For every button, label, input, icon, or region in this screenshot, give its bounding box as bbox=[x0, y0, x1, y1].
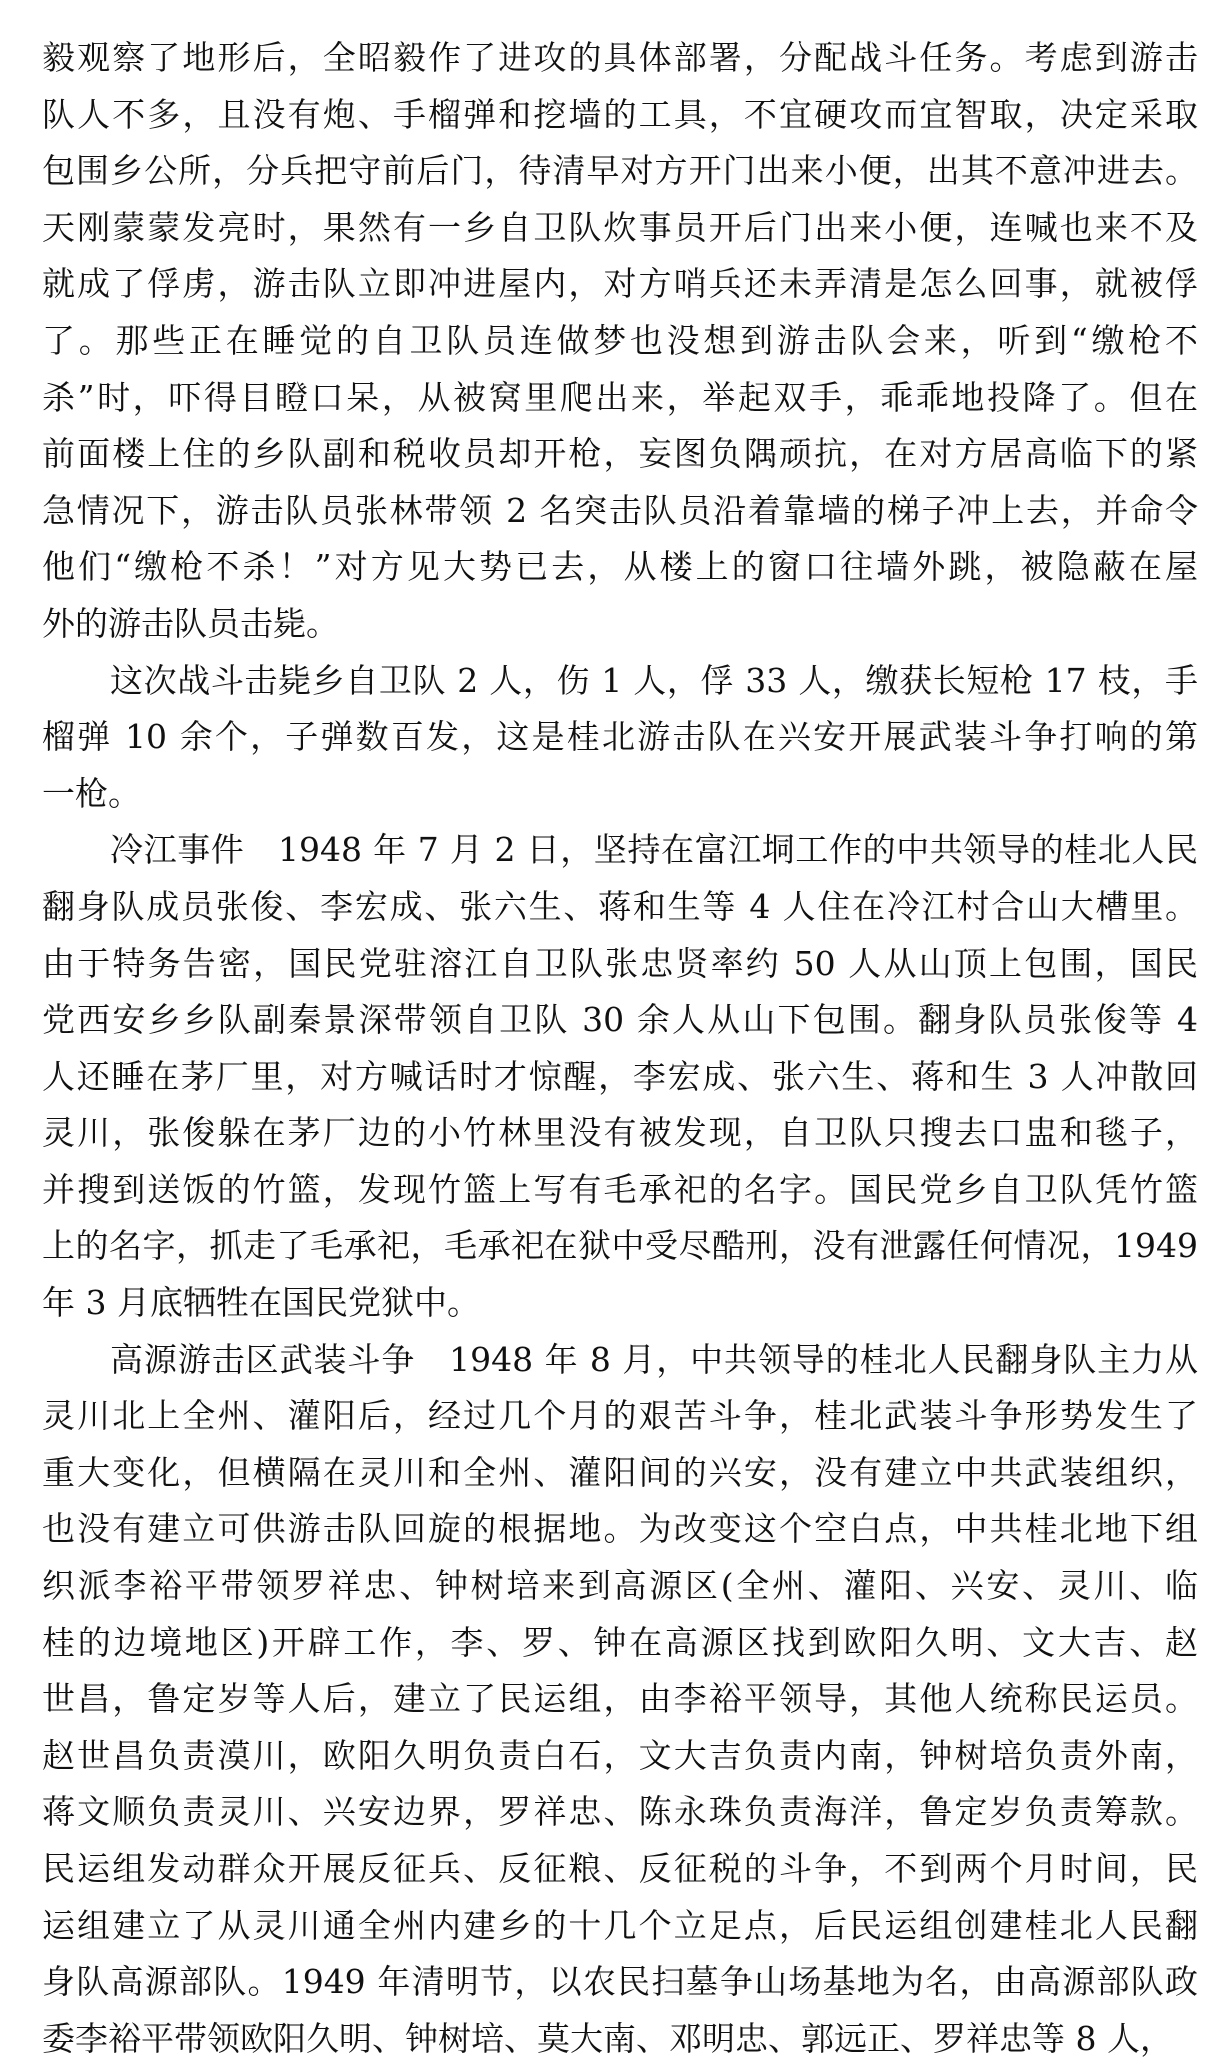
text-line: 灵川，张俊躲在茅厂边的小竹林里没有被发现，自卫队只搜去口盅和毯子， bbox=[42, 1113, 1198, 1153]
text-line: 包围乡公所，分兵把守前后门，待清早对方开门出来小便，出其不意冲进去。 bbox=[42, 151, 1198, 191]
text-line: 运组建立了从灵川通全州内建乡的十几个立足点，后民运组创建桂北人民翻 bbox=[42, 1905, 1198, 1945]
text-line: 杀”时，吓得目瞪口呆，从被窝里爬出来，举起双手，乖乖地投降了。但在 bbox=[42, 377, 1198, 417]
text-line: 并搜到送饭的竹篮，发现竹篮上写有毛承祀的名字。国民党乡自卫队凭竹篮 bbox=[42, 1169, 1198, 1209]
text-line: 灵川北上全州、灌阳后，经过几个月的艰苦斗争，桂北武装斗争形势发生了 bbox=[42, 1396, 1198, 1436]
text-line: 桂的边境地区)开辟工作，李、罗、钟在高源区找到欧阳久明、文大吉、赵 bbox=[42, 1622, 1198, 1662]
text-line: 委李裕平带领欧阳久明、钟树培、莫大南、邓明忠、郭远正、罗祥忠等 8 人， bbox=[42, 2018, 1173, 2058]
paragraph bbox=[42, 30, 1198, 653]
text-line: 蒋文顺负责灵川、兴安边界，罗祥忠、陈永珠负责海洋，鲁定岁负责筹款。 bbox=[42, 1792, 1198, 1832]
text-line: 毅观察了地形后，全昭毅作了进攻的具体部署，分配战斗任务。考虑到游击 bbox=[42, 38, 1198, 77]
text-line: 由于特务告密，国民党驻溶江自卫队张忠贤率约 50 人从山顶上包围，国民 bbox=[42, 943, 1198, 983]
text-line: 队人不多，且没有炮、手榴弹和挖墙的工具，不宜硬攻而宜智取，决定采取 bbox=[42, 94, 1198, 134]
text-line: 人还睡在茅厂里，对方喊话时才惊醒，李宏成、张六生、蒋和生 3 人冲散回 bbox=[42, 1056, 1198, 1096]
text-line: 了。那些正在睡觉的自卫队员连做梦也没想到游击队会来，听到“缴枪不 bbox=[42, 320, 1198, 360]
text-line: 上的名字，抓走了毛承祀，毛承祀在狱中受尽酷刑，没有泄露任何情况，1949 bbox=[42, 1226, 1198, 1266]
text-line: 织派李裕平带领罗祥忠、钟树培来到高源区(全州、灌阳、兴安、灵川、临 bbox=[42, 1566, 1198, 1606]
text-line: 冷江事件 1948 年 7 月 2 日，坚持在富江垌工作的中共领导的桂北人民 bbox=[110, 830, 1198, 870]
text-line: 也没有建立可供游击队回旋的根据地。为改变这个空白点，中共桂北地下组 bbox=[42, 1509, 1198, 1549]
text-line: 党西安乡乡队副秦景深带领自卫队 30 余人从山下包围。翻身队员张俊等 4 bbox=[42, 1000, 1198, 1040]
text-line: 身队高源部队。1949 年清明节，以农民扫墓争山场基地为名，由高源部队政 bbox=[42, 1962, 1198, 2002]
text-line: 前面楼上住的乡队副和税收员却开枪，妄图负隅顽抗，在对方居高临下的紧 bbox=[42, 434, 1198, 474]
paragraph bbox=[42, 822, 1198, 1331]
text-line: 年 3 月底牺牲在国民党狱中。 bbox=[42, 1283, 480, 1323]
text-line: 这次战斗击毙乡自卫队 2 人，伤 1 人，俘 33 人，缴获长短枪 17 枝，手 bbox=[110, 660, 1198, 700]
text-line: 就成了俘虏，游击队立即冲进屋内，对方哨兵还未弄清是怎么回事，就被俘 bbox=[42, 264, 1198, 304]
text-line: 急情况下，游击队员张林带领 2 名突击队员沿着靠墙的梯子冲上去，并命令 bbox=[42, 490, 1198, 530]
text-line: 高源游击区武装斗争 1948 年 8 月，中共领导的桂北人民翻身队主力从 bbox=[110, 1339, 1198, 1379]
text-line: 榴弹 10 余个，子弹数百发，这是桂北游击队在兴安开展武装斗争打响的第 bbox=[42, 717, 1198, 757]
text-line: 赵世昌负责漠川，欧阳久明负责白石，文大吉负责内南，钟树培负责外南， bbox=[42, 1735, 1198, 1775]
text-line: 世昌，鲁定岁等人后，建立了民运组，由李裕平领导，其他人统称民运员。 bbox=[42, 1679, 1198, 1719]
text-line: 外的游击队员击毙。 bbox=[42, 603, 339, 643]
paragraph bbox=[42, 1332, 1198, 2067]
text-line: 民运组发动群众开展反征兵、反征粮、反征税的斗争，不到两个月时间，民 bbox=[42, 1849, 1198, 1888]
text-line: 翻身队成员张俊、李宏成、张六生、蒋和生等 4 人住在冷江村合山大槽里。 bbox=[42, 886, 1198, 926]
text-line: 天刚蒙蒙发亮时，果然有一乡自卫队炊事员开后门出来小便，连喊也来不及 bbox=[42, 207, 1198, 247]
text-line: 他们“缴枪不杀！”对方见大势已去，从楼上的窗口往墙外跳，被隐蔽在屋 bbox=[42, 547, 1198, 587]
paragraph bbox=[42, 653, 1198, 823]
text-line: 重大变化，但横隔在灵川和全州、灌阳间的兴安，没有建立中共武装组织， bbox=[42, 1452, 1198, 1492]
text-line: 一枪。 bbox=[42, 773, 141, 813]
